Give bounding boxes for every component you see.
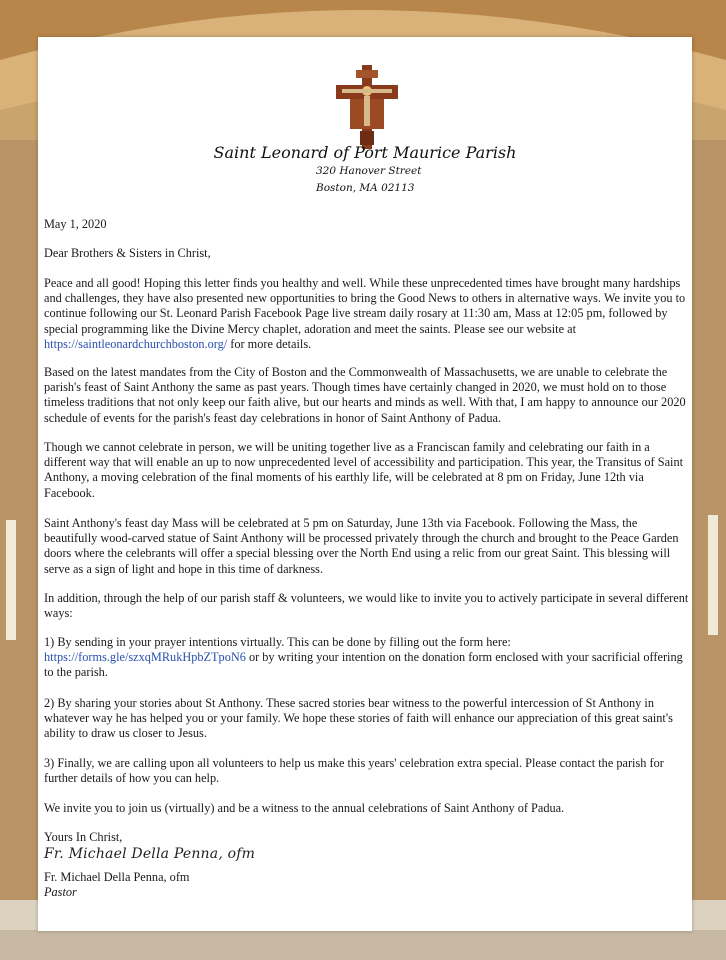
website-link[interactable]: https://saintleonardchurchboston.org/: [44, 336, 228, 351]
paragraph-8: 3) Finally, we are calling upon all volunteers to help us make this years' celebration extra special. Please contact the parish for further details of how you can help.: [44, 756, 664, 786]
prayer-form-link[interactable]: https://forms.gle/szxqMRukHpbZTpoN6: [44, 650, 246, 665]
paragraph-5: In addition, through the help of our parish staff & volunteers, we would like to invite you to actively participate in several different ways:: [44, 591, 689, 621]
paragraph-7: 2) By sharing your stories about St Anthony. These sacred stories bear witness to the powerful intercession of St Anthony in whatever way he has helped you or your family. We hope these stories of faith will enhance our appreciation of this great saint's ability to draw us closer to Jesus.: [44, 696, 673, 741]
paragraph-1: Peace and all good! Hoping this letter finds you healthy and well. While these unprecedented times have brought many hardships and challenges, they have also presented new opportunities to bring the Good News to others in alternative ways. We invite you to continue following our St. Leonard Parish Facebook Page live stream daily rosary at 11:30 am, Mass at 12:05 pm, followed by special programming like the Divine Mercy chaplet, adoration and meet the saints. Please see our website at https://saintleonardchurchboston.org/ for more details.: [44, 276, 686, 351]
signer-name: Fr. Michael Della Penna, ofm: [44, 870, 190, 884]
address-city: Boston, MA 02113: [316, 182, 415, 194]
paragraph-6: 1) By sending in your prayer intentions virtually. This can be done by filling out the form here: https://forms.gle/szxqMRukHpbZTpoN6 or by writing your intention on the donation form enclosed with your sacrificial offering to the parish.: [44, 635, 683, 680]
paragraph-3: Though we cannot celebrate in person, we will be uniting together live as a Franciscan family and celebrating our faith in a different way that will enable an up to now unprecedented level of accessibility and participation. This year, the Transitus of Saint Anthony, a moving celebration of the final moments of his earthly life, will be celebrated at 8 pm on Friday, June 12th via Facebook.: [44, 440, 684, 500]
paragraph-2: Based on the latest mandates from the City of Boston and the Commonwealth of Massachusetts, we are unable to celebrate the parish's feast of Saint Anthony the same as past years. Though times have certainly changed in 2020, we must hold on to those timeless traditions that not only keep our faith alive, but our hearts and minds as well. With that, I am happy to announce our 2020 schedule of events for the parish's feast day celebrations in honor of Saint Anthony of Padua.: [44, 365, 686, 425]
letter-greeting: Dear Brothers & Sisters in Christ,: [44, 246, 211, 260]
closing: Yours In Christ,: [44, 830, 123, 844]
san-damiano-crucifix-icon: [336, 65, 398, 149]
letter-date: May 1, 2020: [44, 217, 107, 231]
paragraph-4: Saint Anthony's feast day Mass will be celebrated at 5 pm on Saturday, June 13th via Facebook. Following the Mass, the beautifully wood-carved statue of Saint Anthony will be processed privately through the church and brought to the Peace Garden doors where the celebrants will offer a special blessing over the North End using a relic from our great Saint. This blessing will serve as a sign of light and hope in this time of darkness.: [44, 516, 679, 576]
address-street: 320 Hanover Street: [316, 165, 422, 177]
signer-title: Pastor: [44, 885, 77, 899]
paragraph-9: We invite you to join us (virtually) and be a witness to the annual celebrations of Saint Anthony of Padua.: [44, 801, 565, 815]
parish-name: Saint Leonard of Port Maurice Parish: [213, 143, 517, 162]
letter-page: [38, 37, 692, 931]
handwritten-signature: Fr. Michael Della Penna, ofm: [44, 846, 256, 862]
